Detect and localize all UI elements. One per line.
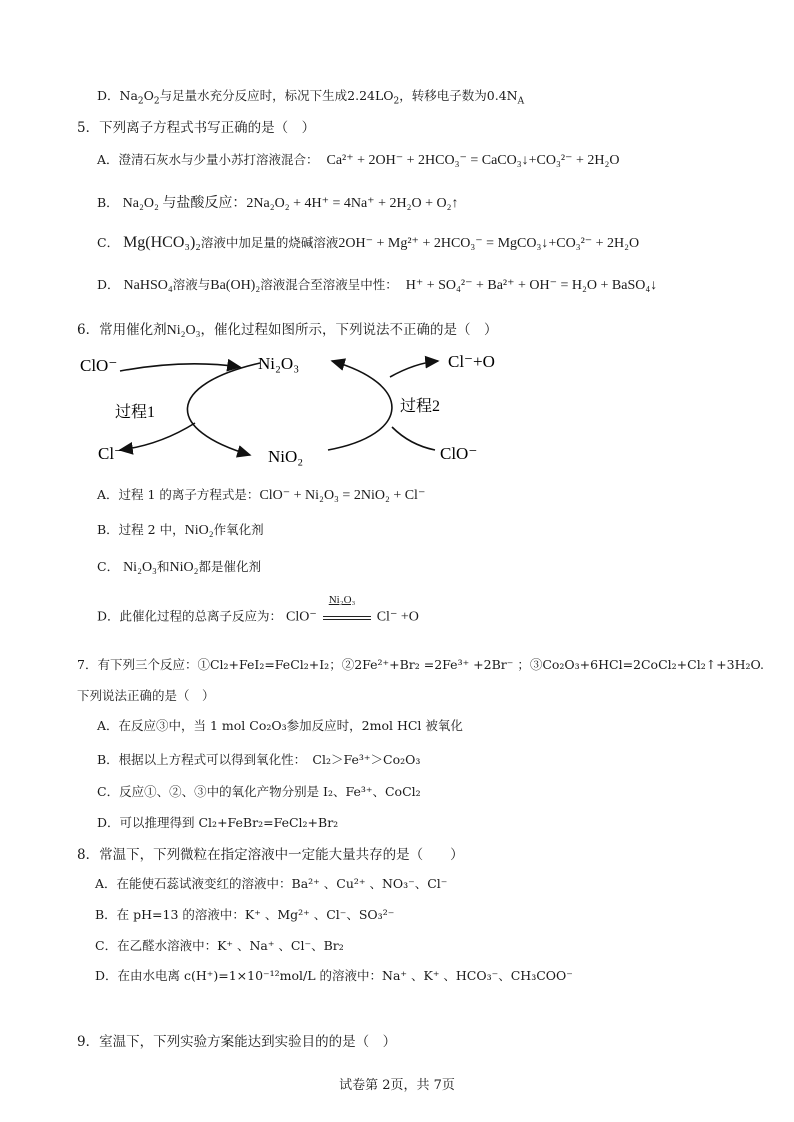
process2-arc-bottom bbox=[392, 427, 435, 450]
q5-option-d: D． NaHSO₄溶液与Ba(OH)₂溶液混合至溶液呈中性： H⁺ + SO₄²⁻ + Ba²⁺ + OH⁻ = H₂O + BaSO₄↓ bbox=[97, 277, 658, 293]
q8-option-a: A．在能使石蕊试液变红的溶液中：Ba²⁺ 、Cu²⁺ 、NO₃⁻、Cl⁻ bbox=[95, 876, 448, 891]
diagram-clo-top-left: ClO⁻ bbox=[80, 356, 118, 375]
diagram-cl-bottom-left: Cl⁻ bbox=[98, 444, 124, 463]
diagram-ni2o3: Ni₂O₃ bbox=[258, 354, 300, 373]
page-footer: 试卷第 2页，共 7页 bbox=[339, 1078, 455, 1093]
q6-option-b: B．过程 2 中，NiO₂作氧化剂 bbox=[97, 522, 264, 538]
q7-option-a: A．在反应③中，当 1 mol Co₂O₃参加反应时，2mol HCl 被氧化 bbox=[97, 718, 463, 733]
q5-option-a: A．澄清石灰水与少量小苏打溶液混合： Ca²⁺ + 2OH⁻ + 2HCO₃⁻ = CaCO₃↓+CO₃²⁻ + 2H₂O bbox=[97, 152, 620, 168]
q7-stem-line1: 7．有下列三个反应：①Cl₂+FeI₂=FeCl₂+I₂；②2Fe²⁺+Br₂ =2Fe³⁺ +2Br⁻ ；③Co₂O₃+6HCl=2CoCl₂+Cl₂↑+3H₂O. bbox=[77, 657, 765, 672]
q5-stem: 5．下列离子方程式书写正确的是（ ） bbox=[77, 120, 316, 136]
catalysis-cycle-diagram bbox=[70, 345, 520, 470]
q7-option-c: C．反应①、②、③中的氧化产物分别是 I₂、Fe³⁺、CoCl₂ bbox=[97, 784, 421, 799]
q7-option-d: D．可以推理得到 Cl₂+FeBr₂=FeCl₂+Br₂ bbox=[97, 815, 339, 830]
q7-option-b: B．根据以上方程式可以得到氧化性： Cl₂＞Fe³⁺＞Co₂O₃ bbox=[97, 752, 421, 767]
q8-option-d: D．在由水电离 c(H⁺)=1×10⁻¹²mol/L 的溶液中：Na⁺ 、K⁺ 、HCO₃⁻、CH₃COO⁻ bbox=[95, 968, 573, 983]
diagram-process2-label: 过程2 bbox=[400, 398, 441, 415]
process2-arc bbox=[328, 361, 392, 450]
process1-arc bbox=[187, 363, 260, 455]
process2-arc-top bbox=[390, 361, 438, 377]
diagram-cl-o-top-right: Cl⁻+O bbox=[448, 352, 495, 371]
q6-option-c: C． Ni₂O₃和NiO₂都是催化剂 bbox=[97, 559, 261, 575]
q8-option-b: B．在 pH=13 的溶液中：K⁺ 、Mg²⁺ 、Cl⁻、SO₃²⁻ bbox=[95, 907, 395, 922]
q6-option-d: D．此催化过程的总离子反应为： ClO⁻ Ni₂O₃ Cl⁻ +O bbox=[97, 606, 419, 628]
q5-option-c: C． Mg(HCO₃)₂溶液中加足量的烧碱溶液2OH⁻ + Mg²⁺ + 2HCO₃⁻ = MgCO₃↓+CO₃²⁻ + 2H₂O bbox=[97, 234, 640, 251]
q4-option-d: D．$Na_2O_2$与足量水充分反应时，标况下生成$2.24LO_2$，转移电子数为$0.4N_A$ bbox=[97, 88, 525, 107]
q7-stem-line2: 下列说法正确的是（ ） bbox=[77, 688, 215, 703]
q6-option-a: A．过程 1 的离子方程式是：ClO⁻ + Ni₂O₃ = 2NiO₂ + Cl⁻ bbox=[97, 487, 426, 503]
diagram-nio2: NiO₂ bbox=[268, 447, 304, 466]
q5-option-b: B． Na₂O₂ 与盐酸反应：2Na₂O₂ + 4H⁺ = 4Na⁺ + 2H₂O + O₂↑ bbox=[97, 195, 459, 211]
diagram-process1-label: 过程1 bbox=[115, 404, 156, 421]
q9-stem: 9．室温下，下列实验方案能达到实验目的的是（ ） bbox=[77, 1034, 397, 1050]
process1-arc-top bbox=[120, 364, 240, 371]
q6-stem: 6．常用催化剂Ni₂O₃，催化过程如图所示，下列说法不正确的是（ ） bbox=[77, 322, 498, 338]
process1-arc-bottom bbox=[120, 423, 195, 450]
catalyst-double-line: Ni₂O₃ bbox=[321, 606, 373, 628]
q8-stem: 8．常温下，下列微粒在指定溶液中一定能大量共存的是（ ） bbox=[77, 847, 464, 863]
diagram-clo-bottom-right: ClO⁻ bbox=[440, 444, 478, 463]
q8-option-c: C．在乙醛水溶液中：K⁺ 、Na⁺ 、Cl⁻、Br₂ bbox=[95, 938, 344, 953]
